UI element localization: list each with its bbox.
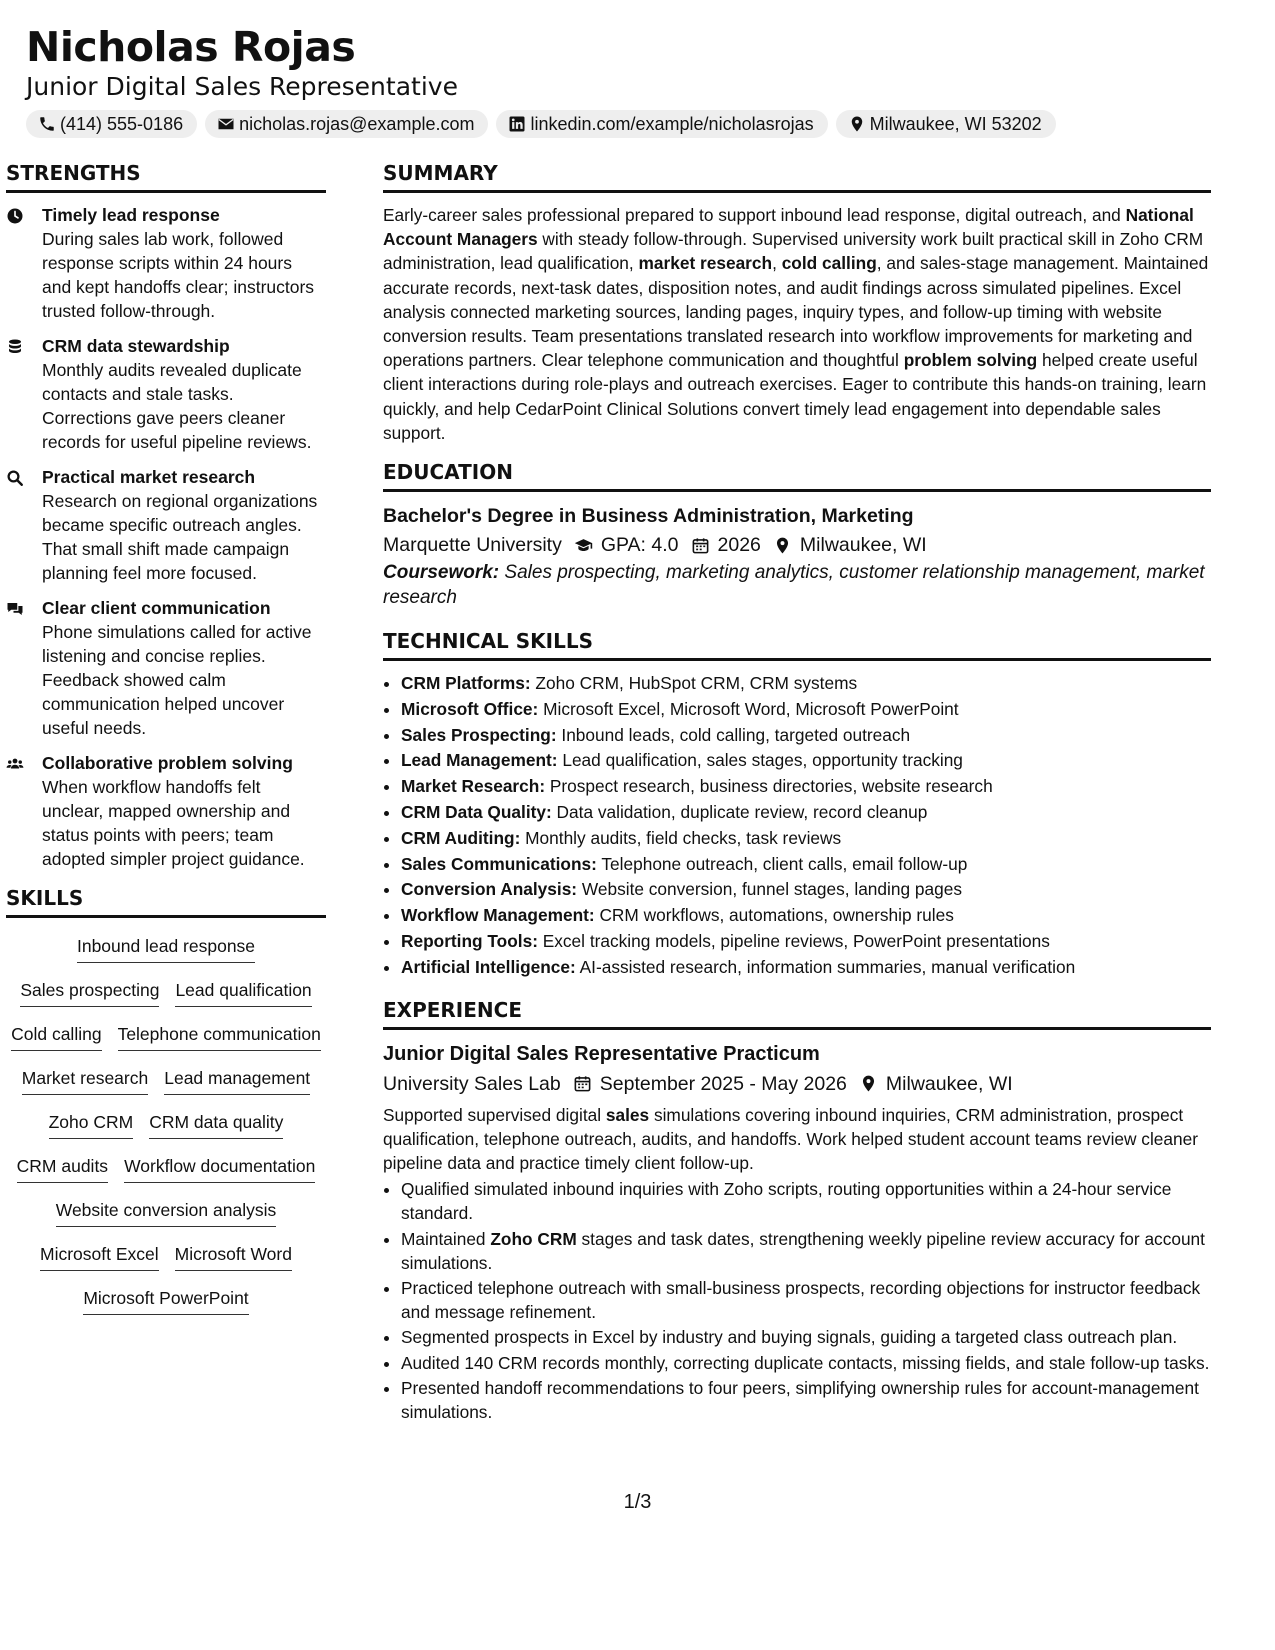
skill-tag: Lead management [164, 1066, 310, 1095]
tech-skill-value: Zoho CRM, HubSpot CRM, CRM systems [530, 673, 858, 694]
experience-dates: September 2025 - May 2026 [599, 1072, 847, 1095]
text-run: , and sales-stage management. Maintained accurate records, next-task dates, disposition notes, and audit findings across simulated pipelines. Excel analysis connected marketing sources, landing pages, inquiry types, and follow-up timing with website conversion results. Team presentations translated research into workflow improvements for marketing and operations partners. Clear telephone communication and thoughtful [383, 253, 1209, 371]
experience-bullet [401, 1276, 1211, 1324]
linkedin-icon [508, 115, 526, 133]
experience-bullet [401, 1325, 1211, 1349]
contact-linkedin[interactable] [496, 110, 827, 138]
experience-meta [383, 1069, 1211, 1099]
tech-skill-value: Monthly audits, field checks, task reviews [520, 827, 842, 848]
text-run: , [772, 253, 782, 274]
summary-text [383, 203, 1211, 445]
search-icon [6, 469, 24, 487]
text-run: Qualified simulated inbound inquiries with Zoho scripts, routing opportunities within a 24-hour service standard. [401, 1179, 1172, 1224]
summary-heading: SUMMARY [383, 158, 1211, 193]
tech-skill-label: Microsoft Office: [401, 698, 539, 719]
experience-bullet [401, 1351, 1211, 1375]
skill-tag: Microsoft PowerPoint [83, 1286, 248, 1315]
skill-tag: Inbound lead response [77, 934, 255, 963]
location-pin-icon [848, 115, 866, 133]
strengths-list [6, 203, 326, 871]
skill-tag: Telephone communication [118, 1022, 321, 1051]
education-location: Milwaukee, WI [799, 534, 927, 557]
tech-skill-item [401, 929, 1211, 955]
tech-skill-value: Inbound leads, cold calling, targeted outreach [556, 724, 911, 745]
emphasis-text: sales [605, 1104, 650, 1125]
skill-tag: Microsoft Word [175, 1242, 292, 1271]
skill-tag: CRM data quality [149, 1110, 283, 1139]
skills-heading: SKILLS [6, 883, 326, 918]
tech-skill-value: Data validation, duplicate review, record cleanup [551, 802, 928, 823]
text-run: simulations covering inbound inquiries, CRM administration, prospect qualification, telephone outreach, audits, and handoffs. Work helped student account teams review cleaner pipeline data and practice timely client follow-up. [383, 1104, 1198, 1173]
technical-skills-heading: TECHNICAL SKILLS [383, 626, 1211, 661]
text-run: Early-career sales professional prepared to support inbound lead response, digital outreach, and [383, 205, 1126, 225]
contact-phone[interactable] [26, 110, 197, 138]
calendar-icon [691, 536, 710, 555]
education-year: 2026 [717, 534, 761, 557]
contact-location-text: Milwaukee, WI 53202 [869, 113, 1042, 134]
technical-skills-list [383, 671, 1211, 981]
strength-item [6, 751, 326, 871]
emphasis-text: National Account Managers [383, 205, 1194, 250]
tech-skill-item [401, 955, 1211, 981]
strength-item [6, 203, 326, 323]
tech-skill-item [401, 723, 1211, 749]
experience-heading: EXPERIENCE [383, 995, 1211, 1030]
text-run: stages and task dates, strengthening weekly pipeline review accuracy for account simulations. [401, 1228, 1205, 1273]
experience-role: Junior Digital Sales Representative Practicum [383, 1042, 820, 1065]
tech-skill-item [401, 671, 1211, 697]
tech-skill-value: CRM workflows, automations, ownership rules [594, 905, 954, 926]
contact-phone-text: (414) 555-0186 [60, 113, 184, 134]
candidate-name: Nicholas Rojas [26, 23, 356, 71]
tech-skill-label: Market Research: [401, 776, 546, 797]
envelope-icon [217, 115, 235, 133]
users-icon [6, 755, 24, 773]
skill-tag: Market research [22, 1066, 148, 1095]
strength-description: Research on regional organizations became specific outreach angles. That small shift made campaign planning feel more focused. [42, 491, 318, 583]
calendar-icon [573, 1074, 592, 1093]
strength-description: During sales lab work, followed response scripts within 24 hours and kept handoffs clear; instructors trusted follow-through. [42, 229, 315, 321]
skill-tag: Zoho CRM [49, 1110, 134, 1139]
clock-icon [6, 207, 24, 225]
graduation-cap-icon [574, 536, 593, 555]
tech-skill-item [401, 903, 1211, 929]
strength-item [6, 334, 326, 454]
emphasis-text: cold calling [781, 253, 877, 274]
resume-page [26, 22, 1248, 138]
tech-skill-value: Telephone outreach, client calls, email follow-up [596, 853, 968, 874]
education-degree: Bachelor's Degree in Business Administration, Marketing [383, 505, 914, 528]
tech-skill-label: CRM Data Quality: [401, 802, 552, 823]
strength-title: Collaborative problem solving [42, 753, 293, 773]
page-number: 1/3 [623, 1491, 652, 1513]
tech-skill-item [401, 852, 1211, 878]
strength-title: Practical market research [42, 467, 256, 487]
text-run: helped create useful client interactions during role-plays and outreach exercises. Eager to contribute this hands-on training, learn quickly, and help CedarPoint Clinical Solutions convert timely lead engagement into dependable sales support. [383, 350, 1207, 443]
tech-skill-value: Website conversion, funnel stages, landing pages [577, 879, 962, 900]
tech-skill-item [401, 826, 1211, 852]
tech-skill-value: Excel tracking models, pipeline reviews, PowerPoint presentations [537, 931, 1050, 951]
contact-email[interactable] [205, 110, 488, 138]
coursework-text: Sales prospecting, marketing analytics, customer relationship management, market research [383, 562, 1205, 609]
text-run: Presented handoff recommendations to four peers, simplifying ownership rules for account-management simulations. [401, 1377, 1199, 1423]
text-run: Audited 140 CRM records monthly, correcting duplicate contacts, missing fields, and stale follow-up tasks. [401, 1352, 1210, 1373]
skill-tag: Cold calling [11, 1022, 101, 1051]
tech-skill-label: Sales Prospecting: [401, 724, 557, 745]
tech-skill-label: CRM Platforms: [401, 673, 531, 694]
text-run: Maintained [401, 1228, 491, 1249]
emphasis-text: market research [638, 253, 773, 274]
tech-skill-label: Sales Communications: [401, 853, 597, 874]
skill-tag: CRM audits [17, 1154, 108, 1183]
education-gpa: GPA: 4.0 [600, 534, 679, 557]
coursework-label: Coursework: [383, 562, 500, 584]
tech-skill-item [401, 774, 1211, 800]
tech-skill-item [401, 800, 1211, 826]
strength-title: CRM data stewardship [42, 336, 230, 356]
location-pin-icon [773, 536, 792, 555]
tech-skill-value: Microsoft Excel, Microsoft Word, Microsoft PowerPoint [538, 698, 959, 719]
contact-linkedin-text: linkedin.com/example/nicholasrojas [530, 113, 814, 134]
strength-description: When workflow handoffs felt unclear, mapped ownership and status points with peers; team adopted simpler project guidance. [42, 777, 305, 869]
experience-bullets [383, 1177, 1211, 1424]
tech-skill-value: Prospect research, business directories, website research [545, 776, 993, 797]
contact-bar [26, 110, 1248, 138]
strengths-heading: STRENGTHS [6, 158, 326, 193]
education-school: Marquette University [383, 534, 562, 557]
strength-item [6, 596, 326, 740]
skill-tag: Microsoft Excel [40, 1242, 159, 1271]
skill-tag: Workflow documentation [124, 1154, 315, 1183]
candidate-title: Junior Digital Sales Representative [26, 72, 458, 101]
experience-bullet [401, 1177, 1211, 1225]
right-column [383, 158, 1211, 1425]
tech-skill-label: Artificial Intelligence: [401, 956, 576, 977]
experience-description [383, 1103, 1211, 1176]
strength-title: Clear client communication [42, 598, 271, 618]
strength-title: Timely lead response [42, 205, 220, 225]
experience-org: University Sales Lab [383, 1072, 561, 1095]
skill-tag: Lead qualification [175, 978, 311, 1007]
emphasis-text: Zoho CRM [490, 1228, 577, 1249]
text-run: Practiced telephone outreach with small-business prospects, recording objections for instructor feedback and message refinement. [401, 1278, 1201, 1323]
tech-skill-item [401, 877, 1211, 903]
text-run: with steady follow-through. Supervised university work built practical skill in Zoho CRM administration, lead qualification, [383, 229, 1204, 274]
contact-location [836, 110, 1056, 138]
left-column [6, 158, 326, 1330]
tech-skill-label: Lead Management: [401, 750, 558, 771]
education-coursework [383, 560, 1211, 610]
tech-skill-value: Lead qualification, sales stages, opportunity tracking [557, 750, 963, 771]
experience-bullet [401, 1227, 1211, 1275]
text-run: Supported supervised digital [383, 1104, 606, 1125]
strength-item [6, 465, 326, 585]
text-run: Segmented prospects in Excel by industry and buying signals, guiding a targeted class outreach plan. [401, 1327, 1178, 1348]
skills-list [6, 934, 326, 1330]
contact-email-text: nicholas.rojas@example.com [239, 113, 475, 134]
database-icon [6, 338, 24, 356]
tech-skill-label: CRM Auditing: [401, 827, 521, 848]
education-heading: EDUCATION [383, 457, 1211, 492]
experience-bullet [401, 1376, 1211, 1424]
tech-skill-value: AI-assisted research, information summaries, manual verification [575, 956, 1076, 977]
emphasis-text: problem solving [903, 350, 1038, 371]
experience-location: Milwaukee, WI [885, 1072, 1013, 1095]
strength-description: Monthly audits revealed duplicate contacts and stale tasks. Corrections gave peers cleaner records for useful pipeline reviews. [42, 360, 312, 452]
strength-description: Phone simulations called for active listening and concise replies. Feedback showed calm communication helped uncover useful needs. [42, 622, 312, 738]
tech-skill-label: Reporting Tools: [401, 931, 538, 951]
chat-bubbles-icon [6, 600, 24, 618]
phone-icon [38, 115, 56, 133]
skill-tag: Website conversion analysis [56, 1198, 276, 1227]
tech-skill-item [401, 697, 1211, 723]
skill-tag: Sales prospecting [20, 978, 159, 1007]
location-pin-icon [859, 1074, 878, 1093]
tech-skill-item [401, 748, 1211, 774]
tech-skill-label: Conversion Analysis: [401, 879, 578, 900]
education-meta [383, 530, 1211, 560]
tech-skill-label: Workflow Management: [401, 905, 595, 926]
